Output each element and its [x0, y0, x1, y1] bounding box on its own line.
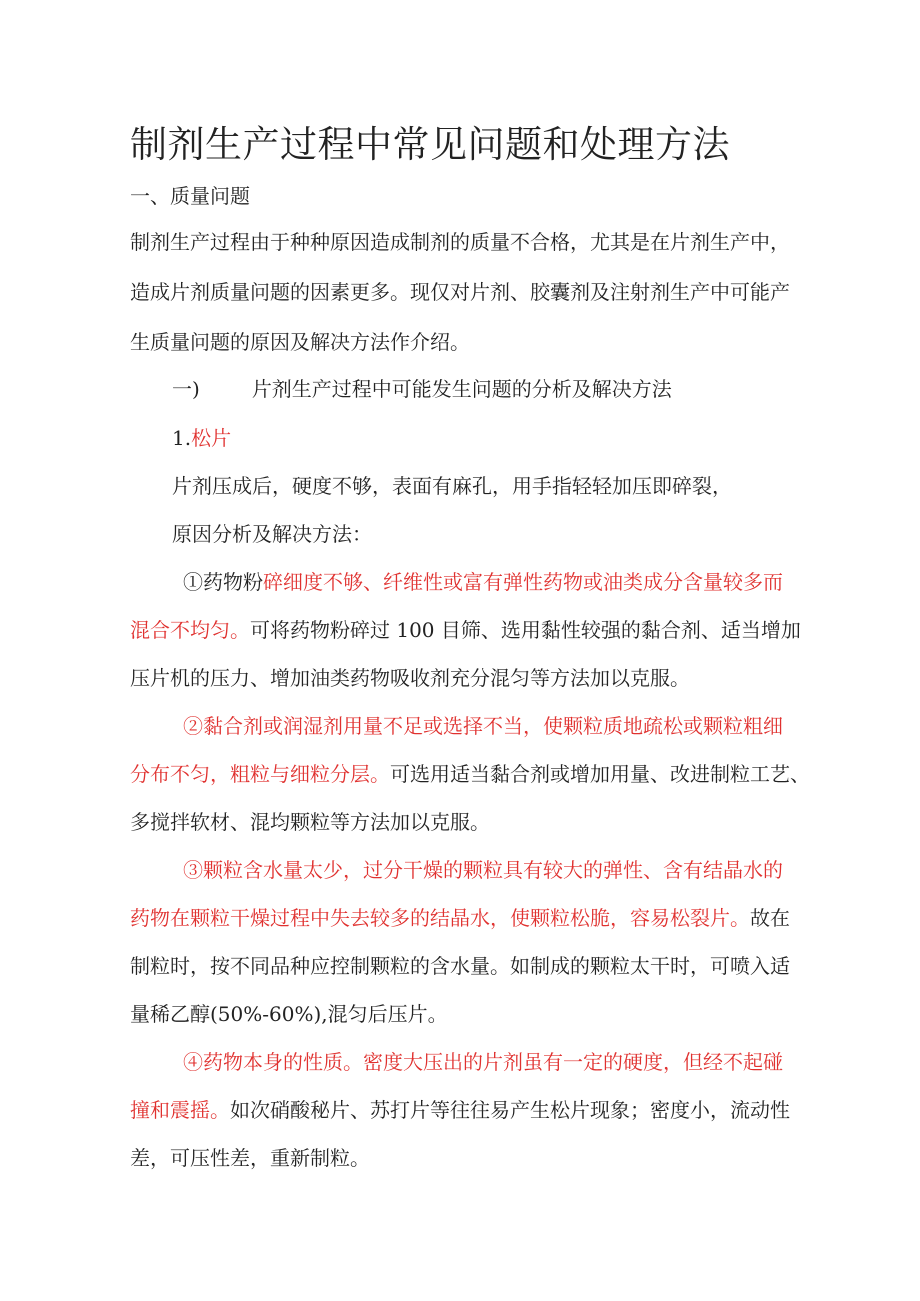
- p1-line-2: [130, 616, 801, 644]
- item-heading: [172, 424, 231, 452]
- intro-line-1: 制剂生产过程由于种种原因造成制剂的质量不合格，尤其是在片剂生产中，: [130, 230, 790, 254]
- intro-line-3: 生质量问题的原因及解决方法作介绍。: [130, 330, 470, 354]
- subsection-title: 片剂生产过程中可能发生问题的分析及解决方法: [251, 377, 672, 401]
- p2-line-2-black: 可选用适当黏合剂或增加用量、改进制粒工艺、: [390, 762, 810, 786]
- p4-line-1-red: ④药物本身的性质。密度大压出的片剂虽有一定的硬度，但经不起碰: [183, 1050, 783, 1074]
- p1-line-1-red: 碎细度不够、纤维性或富有弹性药物或油类成分含量较多而: [263, 570, 783, 594]
- p2-line-2: [130, 760, 810, 788]
- p4-line-1: [183, 1048, 783, 1076]
- p1-line-2-red: 混合不均匀。: [130, 618, 250, 642]
- subsection-heading: [172, 375, 672, 403]
- p3-line-2-red: 药物在颗粒干燥过程中失去较多的结晶水，使颗粒松脆，容易松裂片。: [130, 906, 750, 930]
- p4-line-2-black: 如次硝酸秘片、苏打片等往往易产生松片现象；密度小，流动性: [230, 1098, 790, 1122]
- cause-heading: 原因分析及解决方法：: [172, 522, 372, 546]
- p3-line-3: 制粒时，按不同品种应控制颗粒的含水量。如制成的颗粒太干时，可喷入适: [130, 954, 790, 978]
- subsection-number: 一): [172, 377, 200, 401]
- item-number: 1.: [172, 426, 192, 450]
- p3-line-1-red: ③颗粒含水量太少，过分干燥的颗粒具有较大的弹性、含有结晶水的: [183, 858, 783, 882]
- p2-line-1: [183, 712, 783, 740]
- p1-line-3: 压片机的压力、增加油类药物吸收剂充分混匀等方法加以克服。: [130, 666, 690, 690]
- p3-line-2: [130, 904, 790, 932]
- p1-line-1-black: ①药物粉: [183, 570, 263, 594]
- p3-line-4: 量稀乙醇(50%-60%),混匀后压片。: [130, 1002, 448, 1026]
- p4-line-3: 差，可压性差，重新制粒。: [130, 1146, 370, 1170]
- p1-line-1: [183, 568, 783, 596]
- p4-line-2-red: 撞和震摇。: [130, 1098, 230, 1122]
- p1-line-2-black: 可将药物粉碎过 100 目筛、选用黏性较强的黏合剂、适当增加: [250, 618, 801, 642]
- item-name: 松片: [191, 426, 232, 450]
- p2-line-3: 多搅拌软材、混均颗粒等方法加以克服。: [130, 810, 490, 834]
- section-heading: 一、质量问题: [130, 184, 250, 208]
- p2-line-2-red: 分布不匀，粗粒与细粒分层。: [130, 762, 390, 786]
- p3-line-2-black: 故在: [750, 906, 790, 930]
- p3-line-1: [183, 856, 783, 884]
- symptom-line: 片剂压成后，硬度不够，表面有麻孔，用手指轻轻加压即碎裂，: [172, 474, 732, 498]
- intro-line-2: 造成片剂质量问题的因素更多。现仅对片剂、胶囊剂及注射剂生产中可能产: [130, 280, 790, 304]
- document-title: 制剂生产过程中常见问题和处理方法: [130, 123, 730, 166]
- p4-line-2: [130, 1096, 790, 1124]
- p2-line-1-red: ②黏合剂或润湿剂用量不足或选择不当，使颗粒质地疏松或颗粒粗细: [183, 714, 783, 738]
